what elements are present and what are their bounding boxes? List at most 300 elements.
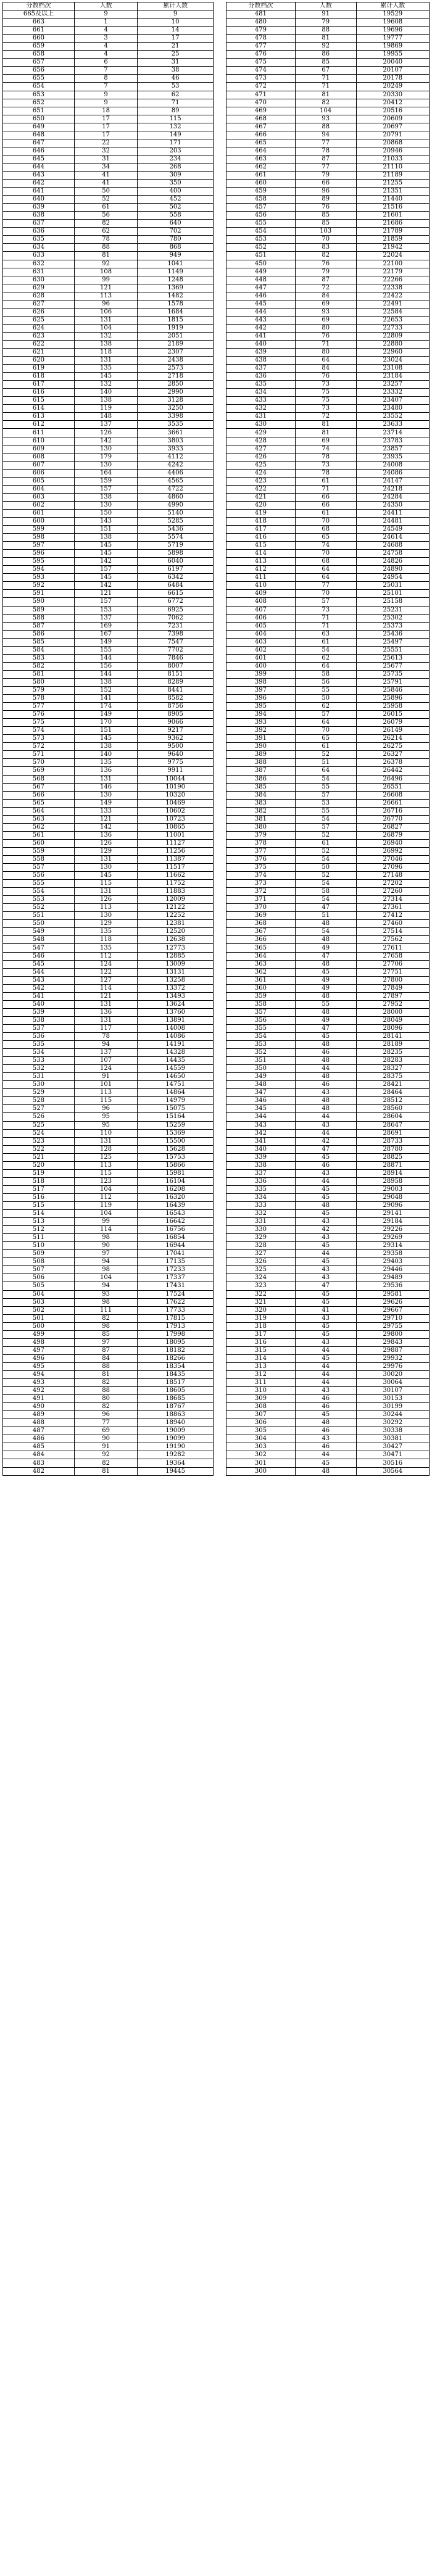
table-row bbox=[3, 1322, 214, 1330]
score-cell: 409 bbox=[226, 590, 296, 598]
table-row bbox=[226, 759, 430, 767]
score-cell: 356 bbox=[226, 1016, 296, 1024]
table-row bbox=[226, 582, 430, 590]
table-row bbox=[226, 550, 430, 558]
count-cell: 47 bbox=[295, 1145, 356, 1153]
cumulative-cell: 24954 bbox=[356, 574, 429, 582]
table-row bbox=[3, 686, 214, 694]
score-cell: 355 bbox=[226, 1024, 296, 1032]
cumulative-cell: 28512 bbox=[356, 1097, 429, 1105]
table-row bbox=[3, 1443, 214, 1451]
score-cell: 478 bbox=[226, 35, 296, 43]
score-cell: 497 bbox=[3, 1346, 75, 1354]
count-cell: 122 bbox=[74, 968, 137, 976]
cumulative-cell: 3535 bbox=[138, 421, 214, 429]
table-row bbox=[3, 1121, 214, 1129]
table-row bbox=[226, 791, 430, 799]
count-cell: 47 bbox=[295, 904, 356, 912]
cumulative-cell: 14751 bbox=[138, 1081, 214, 1089]
table-row bbox=[226, 1193, 430, 1201]
score-cell: 632 bbox=[3, 260, 75, 268]
score-cell: 328 bbox=[226, 1242, 296, 1250]
cumulative-cell: 28096 bbox=[356, 1024, 429, 1032]
table-row bbox=[3, 123, 214, 131]
cumulative-cell: 27897 bbox=[356, 992, 429, 1000]
count-cell: 112 bbox=[74, 1193, 137, 1201]
cumulative-cell: 640 bbox=[138, 220, 214, 228]
count-cell: 85 bbox=[295, 59, 356, 67]
count-cell: 170 bbox=[74, 719, 137, 727]
table-row bbox=[226, 944, 430, 952]
score-cell: 555 bbox=[3, 880, 75, 888]
cumulative-cell: 27611 bbox=[356, 944, 429, 952]
table-row bbox=[3, 324, 214, 332]
count-cell: 54 bbox=[295, 880, 356, 888]
score-cell: 308 bbox=[226, 1403, 296, 1411]
cumulative-cell: 24284 bbox=[356, 493, 429, 501]
cumulative-cell: 2051 bbox=[138, 332, 214, 340]
cumulative-cell: 10190 bbox=[138, 783, 214, 791]
table-row bbox=[3, 711, 214, 719]
count-cell: 121 bbox=[74, 815, 137, 823]
cumulative-cell: 25373 bbox=[356, 622, 429, 630]
score-cell: 548 bbox=[3, 936, 75, 944]
table-row bbox=[226, 1218, 430, 1226]
table-row bbox=[3, 300, 214, 308]
score-cell: 486 bbox=[3, 1435, 75, 1443]
cumulative-cell: 28327 bbox=[356, 1065, 429, 1073]
cumulative-cell: 14864 bbox=[138, 1089, 214, 1097]
table-row bbox=[3, 719, 214, 727]
table-row bbox=[3, 1073, 214, 1081]
score-table-right bbox=[226, 2, 430, 1476]
table-row bbox=[3, 1169, 214, 1177]
score-cell: 368 bbox=[226, 920, 296, 928]
score-cell: 399 bbox=[226, 670, 296, 678]
cumulative-cell: 27412 bbox=[356, 912, 429, 920]
cumulative-cell: 15369 bbox=[138, 1129, 214, 1137]
score-cell: 317 bbox=[226, 1330, 296, 1338]
count-cell: 88 bbox=[74, 1362, 137, 1370]
count-cell: 46 bbox=[295, 1161, 356, 1169]
table-row bbox=[226, 147, 430, 155]
count-cell: 135 bbox=[74, 928, 137, 936]
table-row bbox=[3, 847, 214, 855]
count-cell: 157 bbox=[74, 598, 137, 606]
table-row bbox=[3, 888, 214, 896]
table-row bbox=[3, 912, 214, 920]
count-cell: 78 bbox=[74, 1033, 137, 1041]
score-cell: 303 bbox=[226, 1443, 296, 1451]
count-cell: 43 bbox=[295, 1314, 356, 1322]
cumulative-cell: 26940 bbox=[356, 839, 429, 847]
cumulative-cell: 14086 bbox=[138, 1033, 214, 1041]
cumulative-cell: 24147 bbox=[356, 477, 429, 485]
score-cell: 598 bbox=[3, 534, 75, 542]
score-cell: 476 bbox=[226, 51, 296, 59]
cumulative-cell: 30107 bbox=[356, 1387, 429, 1395]
table-row bbox=[3, 936, 214, 944]
count-cell: 52 bbox=[295, 751, 356, 759]
table-row bbox=[3, 1057, 214, 1065]
table-row bbox=[3, 767, 214, 775]
count-cell: 137 bbox=[74, 1049, 137, 1057]
table-row bbox=[226, 389, 430, 397]
table-row bbox=[226, 662, 430, 670]
score-cell: 322 bbox=[226, 1290, 296, 1298]
cumulative-cell: 22809 bbox=[356, 332, 429, 340]
score-cell: 590 bbox=[3, 598, 75, 606]
cumulative-cell: 234 bbox=[138, 155, 214, 163]
score-cell: 576 bbox=[3, 711, 75, 719]
count-cell: 48 bbox=[295, 1073, 356, 1081]
score-cell: 528 bbox=[3, 1097, 75, 1105]
score-cell: 546 bbox=[3, 952, 75, 960]
table-row bbox=[3, 727, 214, 735]
cumulative-cell: 22338 bbox=[356, 284, 429, 292]
cumulative-cell: 27460 bbox=[356, 920, 429, 928]
table-row bbox=[226, 1338, 430, 1346]
count-cell: 93 bbox=[74, 1290, 137, 1298]
score-cell: 451 bbox=[226, 252, 296, 260]
score-cell: 572 bbox=[3, 743, 75, 751]
score-cell: 534 bbox=[3, 1049, 75, 1057]
table-row bbox=[226, 220, 430, 228]
score-cell: 320 bbox=[226, 1306, 296, 1314]
count-cell: 128 bbox=[74, 1145, 137, 1153]
table-row bbox=[226, 799, 430, 807]
table-row bbox=[3, 1330, 214, 1338]
table-row bbox=[226, 107, 430, 115]
score-cell: 510 bbox=[3, 1242, 75, 1250]
count-cell: 46 bbox=[295, 1049, 356, 1057]
count-cell: 54 bbox=[295, 928, 356, 936]
count-cell: 108 bbox=[74, 268, 137, 276]
table-row bbox=[226, 163, 430, 171]
count-cell: 76 bbox=[295, 332, 356, 340]
count-cell: 71 bbox=[295, 75, 356, 83]
count-cell: 115 bbox=[74, 880, 137, 888]
count-cell: 130 bbox=[74, 791, 137, 799]
score-cell: 619 bbox=[3, 365, 75, 373]
count-cell: 61 bbox=[74, 204, 137, 212]
cumulative-cell: 26770 bbox=[356, 815, 429, 823]
score-cell: 466 bbox=[226, 131, 296, 139]
score-cell: 560 bbox=[3, 839, 75, 847]
count-cell: 96 bbox=[74, 300, 137, 308]
count-cell: 92 bbox=[74, 260, 137, 268]
score-cell: 635 bbox=[3, 236, 75, 244]
count-cell: 66 bbox=[295, 493, 356, 501]
table-row bbox=[226, 493, 430, 501]
count-cell: 69 bbox=[295, 316, 356, 324]
cumulative-cell: 19955 bbox=[356, 51, 429, 59]
score-cell: 636 bbox=[3, 228, 75, 236]
score-cell: 388 bbox=[226, 759, 296, 767]
cumulative-cell: 25101 bbox=[356, 590, 429, 598]
cumulative-cell: 268 bbox=[138, 163, 214, 171]
count-cell: 61 bbox=[295, 477, 356, 485]
table-row bbox=[3, 1113, 214, 1121]
table-row bbox=[226, 727, 430, 735]
table-row bbox=[3, 855, 214, 863]
score-cell: 458 bbox=[226, 196, 296, 204]
cumulative-cell: 4990 bbox=[138, 501, 214, 509]
table-row bbox=[226, 316, 430, 324]
table-row bbox=[3, 115, 214, 123]
table-row bbox=[3, 566, 214, 574]
cumulative-cell: 29976 bbox=[356, 1362, 429, 1370]
cumulative-cell: 26661 bbox=[356, 799, 429, 807]
score-cell: 509 bbox=[3, 1250, 75, 1258]
count-cell: 167 bbox=[74, 630, 137, 638]
table-row bbox=[226, 180, 430, 188]
cumulative-cell: 30471 bbox=[356, 1451, 429, 1459]
table-row bbox=[226, 1467, 430, 1475]
cumulative-cell: 24614 bbox=[356, 534, 429, 542]
table-row bbox=[226, 1000, 430, 1008]
count-cell: 49 bbox=[295, 984, 356, 992]
cumulative-cell: 2307 bbox=[138, 349, 214, 357]
table-row bbox=[226, 1129, 430, 1137]
cumulative-cell: 17 bbox=[138, 35, 214, 43]
count-cell: 44 bbox=[295, 1129, 356, 1137]
table-row bbox=[3, 775, 214, 783]
count-cell: 124 bbox=[74, 960, 137, 968]
cumulative-cell: 23257 bbox=[356, 381, 429, 389]
score-cell: 461 bbox=[226, 171, 296, 179]
cumulative-cell: 21189 bbox=[356, 171, 429, 179]
count-cell: 157 bbox=[74, 485, 137, 493]
score-cell: 500 bbox=[3, 1322, 75, 1330]
score-cell: 357 bbox=[226, 1008, 296, 1016]
table-row bbox=[3, 332, 214, 340]
score-cell: 623 bbox=[3, 332, 75, 340]
table-row bbox=[3, 236, 214, 244]
cumulative-cell: 20516 bbox=[356, 107, 429, 115]
cumulative-cell: 9217 bbox=[138, 727, 214, 735]
count-cell: 90 bbox=[74, 1435, 137, 1443]
score-cell: 383 bbox=[226, 799, 296, 807]
count-cell: 103 bbox=[295, 228, 356, 236]
count-cell: 132 bbox=[74, 332, 137, 340]
cumulative-cell: 16756 bbox=[138, 1226, 214, 1234]
table-row bbox=[226, 1008, 430, 1016]
count-cell: 75 bbox=[295, 389, 356, 397]
score-cell: 382 bbox=[226, 807, 296, 815]
count-cell: 61 bbox=[295, 839, 356, 847]
cumulative-cell: 132 bbox=[138, 123, 214, 131]
table-row bbox=[3, 349, 214, 357]
count-cell: 76 bbox=[295, 373, 356, 381]
cumulative-cell: 1482 bbox=[138, 292, 214, 300]
count-cell: 80 bbox=[295, 324, 356, 332]
cumulative-cell: 25551 bbox=[356, 646, 429, 654]
cumulative-cell: 949 bbox=[138, 252, 214, 260]
count-cell: 82 bbox=[295, 99, 356, 107]
count-cell: 142 bbox=[74, 437, 137, 445]
count-cell: 77 bbox=[295, 582, 356, 590]
table-row bbox=[226, 43, 430, 51]
table-row bbox=[3, 1435, 214, 1443]
score-cell: 615 bbox=[3, 397, 75, 405]
score-cell: 414 bbox=[226, 550, 296, 558]
score-cell: 606 bbox=[3, 469, 75, 477]
count-cell: 138 bbox=[74, 340, 137, 348]
cumulative-cell: 21942 bbox=[356, 244, 429, 252]
cumulative-cell: 26716 bbox=[356, 807, 429, 815]
score-cell: 657 bbox=[3, 59, 75, 67]
count-cell: 61 bbox=[295, 743, 356, 751]
count-cell: 131 bbox=[74, 775, 137, 783]
cumulative-cell: 29626 bbox=[356, 1298, 429, 1306]
count-cell: 44 bbox=[295, 1362, 356, 1370]
table-row bbox=[226, 10, 430, 19]
score-cell: 617 bbox=[3, 381, 75, 389]
cumulative-cell: 17733 bbox=[138, 1306, 214, 1314]
table-row bbox=[226, 904, 430, 912]
table-row bbox=[3, 139, 214, 147]
count-cell: 43 bbox=[295, 1169, 356, 1177]
score-cell: 449 bbox=[226, 268, 296, 276]
count-cell: 127 bbox=[74, 976, 137, 984]
cumulative-cell: 28049 bbox=[356, 1016, 429, 1024]
cumulative-cell: 17998 bbox=[138, 1330, 214, 1338]
table-row bbox=[226, 1266, 430, 1274]
cumulative-cell: 30199 bbox=[356, 1403, 429, 1411]
score-cell: 474 bbox=[226, 67, 296, 75]
cumulative-cell: 309 bbox=[138, 171, 214, 179]
count-cell: 137 bbox=[74, 421, 137, 429]
count-cell: 17 bbox=[74, 131, 137, 139]
count-cell: 1 bbox=[74, 19, 137, 27]
score-cell: 315 bbox=[226, 1346, 296, 1354]
cumulative-cell: 22584 bbox=[356, 308, 429, 316]
cumulative-cell: 28141 bbox=[356, 1033, 429, 1041]
header-count: 人数 bbox=[74, 2, 137, 10]
table-row bbox=[3, 534, 214, 542]
cumulative-cell: 25896 bbox=[356, 695, 429, 703]
header-row bbox=[3, 2, 214, 10]
table-row bbox=[226, 952, 430, 960]
count-cell: 149 bbox=[74, 638, 137, 646]
score-cell: 649 bbox=[3, 123, 75, 131]
cumulative-cell: 7062 bbox=[138, 614, 214, 622]
cumulative-cell: 7231 bbox=[138, 622, 214, 630]
table-row bbox=[3, 1161, 214, 1169]
score-cell: 393 bbox=[226, 719, 296, 727]
score-cell: 307 bbox=[226, 1411, 296, 1419]
table-row bbox=[226, 590, 430, 598]
table-row bbox=[3, 381, 214, 389]
score-cell: 312 bbox=[226, 1370, 296, 1378]
cumulative-cell: 20178 bbox=[356, 75, 429, 83]
count-cell: 45 bbox=[295, 1258, 356, 1266]
cumulative-cell: 11662 bbox=[138, 872, 214, 880]
count-cell: 136 bbox=[74, 767, 137, 775]
score-cell: 381 bbox=[226, 815, 296, 823]
table-row bbox=[226, 324, 430, 332]
table-row bbox=[3, 783, 214, 791]
count-cell: 53 bbox=[295, 799, 356, 807]
table-row bbox=[226, 477, 430, 485]
cumulative-cell: 18685 bbox=[138, 1395, 214, 1403]
score-cell: 465 bbox=[226, 139, 296, 147]
score-cell: 483 bbox=[3, 1459, 75, 1467]
count-cell: 145 bbox=[74, 550, 137, 558]
score-cell: 397 bbox=[226, 686, 296, 694]
score-cell: 401 bbox=[226, 654, 296, 662]
table-row bbox=[3, 212, 214, 220]
count-cell: 138 bbox=[74, 743, 137, 751]
score-cell: 405 bbox=[226, 622, 296, 630]
table-row bbox=[3, 493, 214, 501]
score-cell: 557 bbox=[3, 864, 75, 872]
cumulative-cell: 22422 bbox=[356, 292, 429, 300]
count-cell: 41 bbox=[295, 1306, 356, 1314]
table-row bbox=[226, 928, 430, 936]
score-cell: 516 bbox=[3, 1193, 75, 1201]
count-cell: 140 bbox=[74, 389, 137, 397]
table-row bbox=[3, 1193, 214, 1201]
score-cell: 421 bbox=[226, 493, 296, 501]
count-cell: 44 bbox=[295, 1379, 356, 1387]
count-cell: 130 bbox=[74, 461, 137, 469]
cumulative-cell: 30244 bbox=[356, 1411, 429, 1419]
table-row bbox=[226, 397, 430, 405]
cumulative-cell: 5719 bbox=[138, 542, 214, 550]
count-cell: 138 bbox=[74, 534, 137, 542]
cumulative-cell: 20412 bbox=[356, 99, 429, 107]
table-row bbox=[226, 1419, 430, 1427]
table-row bbox=[3, 99, 214, 107]
count-cell: 114 bbox=[74, 1226, 137, 1234]
table-row bbox=[3, 220, 214, 228]
table-row bbox=[3, 743, 214, 751]
score-cell: 403 bbox=[226, 638, 296, 646]
cumulative-cell: 22733 bbox=[356, 324, 429, 332]
table-row bbox=[3, 180, 214, 188]
cumulative-cell: 15981 bbox=[138, 1169, 214, 1177]
score-table-left-body bbox=[3, 2, 214, 1476]
cumulative-cell: 19445 bbox=[138, 1467, 214, 1475]
count-cell: 45 bbox=[295, 1193, 356, 1201]
score-cell: 653 bbox=[3, 91, 75, 99]
cumulative-cell: 15259 bbox=[138, 1121, 214, 1129]
cumulative-cell: 29358 bbox=[356, 1250, 429, 1258]
cumulative-cell: 22024 bbox=[356, 252, 429, 260]
count-cell: 48 bbox=[295, 1105, 356, 1113]
score-cell: 503 bbox=[3, 1298, 75, 1306]
table-row bbox=[226, 1121, 430, 1129]
table-row bbox=[3, 944, 214, 952]
count-cell: 68 bbox=[295, 526, 356, 534]
table-row bbox=[3, 839, 214, 847]
score-cell: 552 bbox=[3, 904, 75, 912]
cumulative-cell: 21255 bbox=[356, 180, 429, 188]
cumulative-cell: 7702 bbox=[138, 646, 214, 654]
table-row bbox=[3, 1411, 214, 1419]
table-row bbox=[3, 670, 214, 678]
count-cell: 52 bbox=[74, 196, 137, 204]
table-row bbox=[226, 1081, 430, 1089]
table-row bbox=[3, 453, 214, 461]
count-cell: 153 bbox=[74, 606, 137, 614]
score-cell: 402 bbox=[226, 646, 296, 654]
cumulative-cell: 18435 bbox=[138, 1370, 214, 1378]
count-cell: 138 bbox=[74, 493, 137, 501]
score-cell: 613 bbox=[3, 413, 75, 421]
